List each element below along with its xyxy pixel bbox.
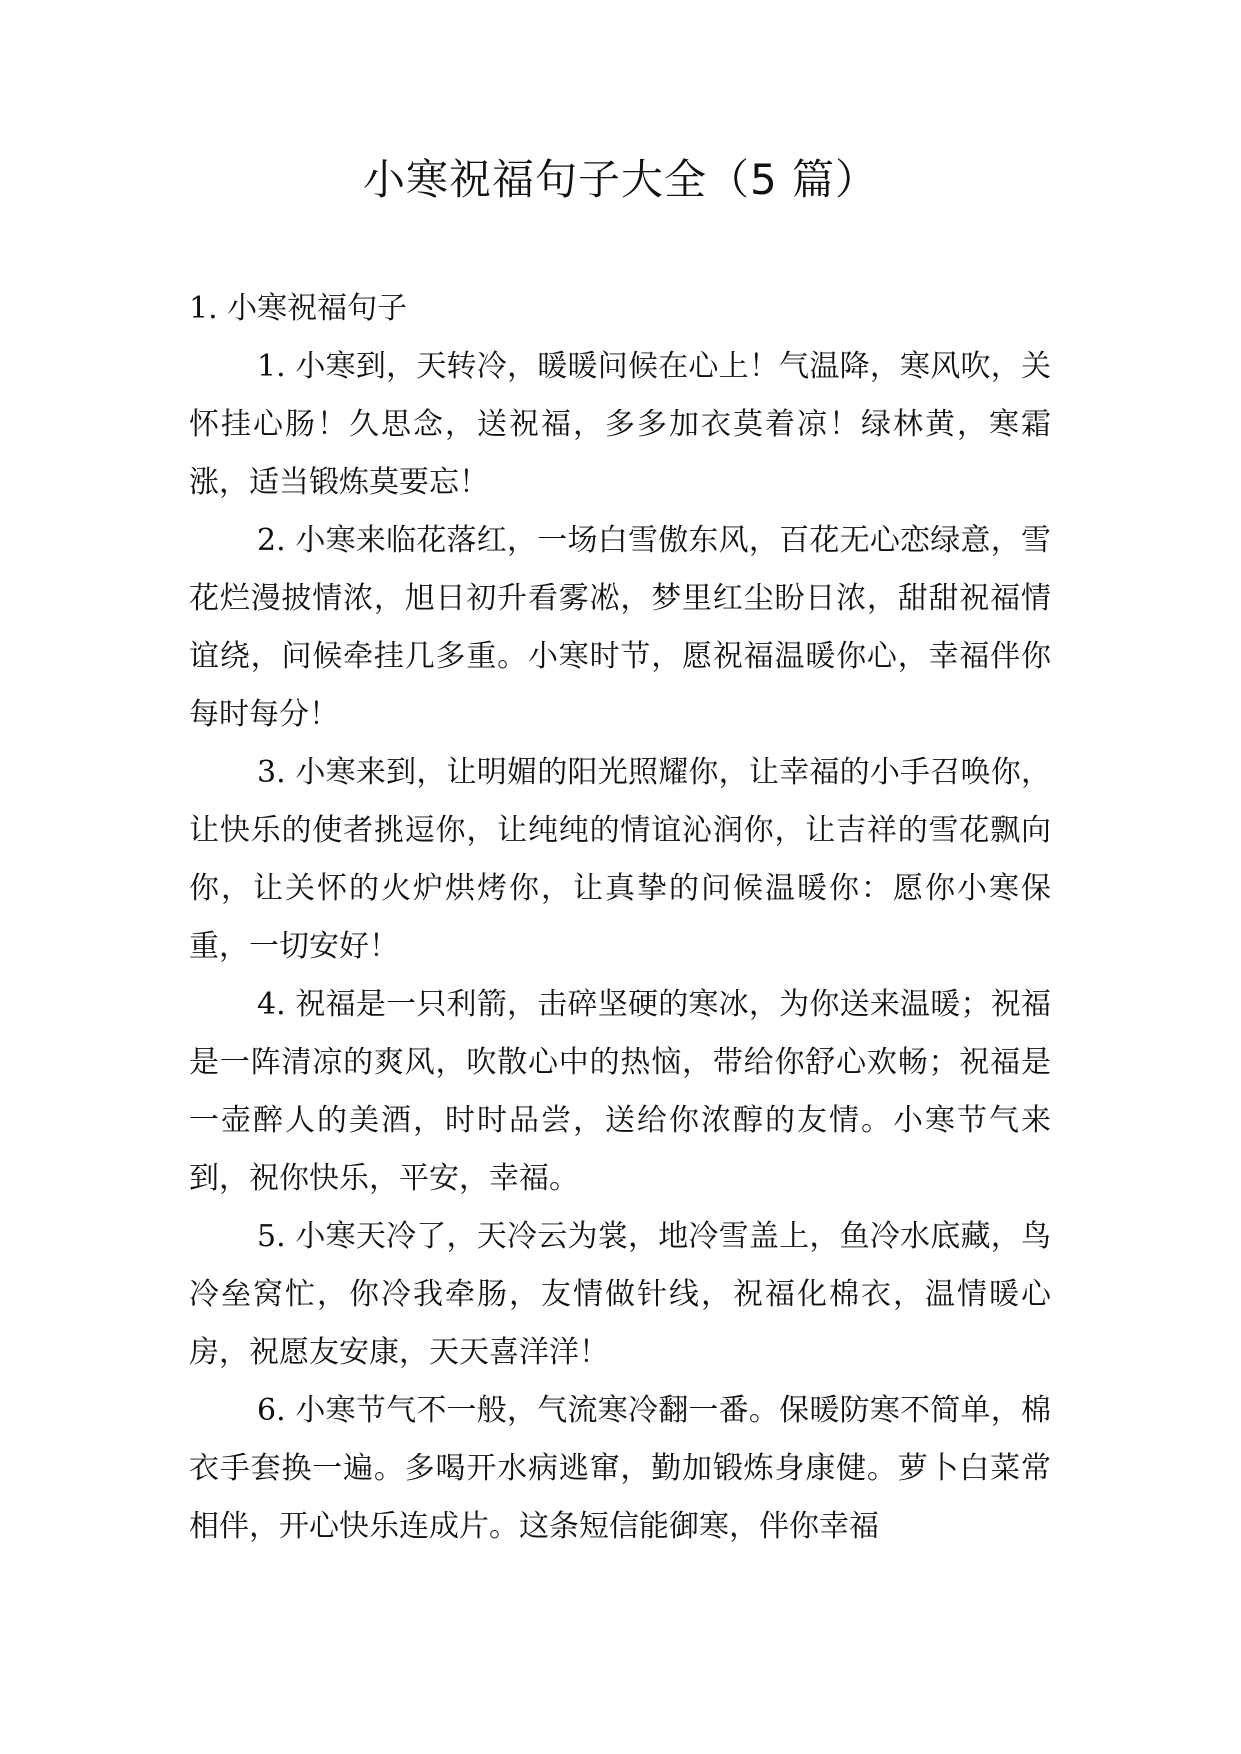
paragraph-1: 1. 小寒到，天转冷，暖暖问候在心上！气温降，寒风吹，关怀挂心肠！久思念，送祝福，多多加衣莫着凉！绿林黄，寒霜涨，适当锻炼莫要忘！ — [189, 349, 1051, 500]
paragraph-3: 3. 小寒来到，让明媚的阳光照耀你，让幸福的小手召唤你，让快乐的使者挑逗你，让纯纯的情谊沁润你，让吉祥的雪花飘向你，让关怀的火炉烘烤你，让真挚的问候温暖你：愿你小寒保重，一切安好！ — [189, 755, 1051, 964]
paragraph-4: 4. 祝福是一只利箭，击碎坚硬的寒冰，为你送来温暖；祝福是一阵清凉的爽风，吹散心中的热恼，带给你舒心欢畅；祝福是一壶醉人的美酒，时时品尝，送给你浓醇的友情。小寒节气来到，祝你快乐，平安，幸福。 — [189, 987, 1051, 1196]
document-title: 小寒祝福句子大全（5 篇） — [362, 155, 879, 204]
paragraph-6: 6. 小寒节气不一般，气流寒冷翻一番。保暖防寒不简单，棉衣手套换一遍。多喝开水病逃窜，勤加锻炼身康健。萝卜白菜常相伴，开心快乐连成片。这条短信能御寒，伴你幸福 — [189, 1393, 1051, 1544]
document-body — [189, 280, 1051, 1556]
paragraph-2: 2. 小寒来临花落红，一场白雪傲东风，百花无心恋绿意，雪花烂漫披情浓，旭日初升看雾凇，梦里红尘盼日浓，甜甜祝福情谊绕，问候牵挂几多重。小寒时节，愿祝福温暖你心，幸福伴你每时每分！ — [189, 523, 1051, 732]
section-heading: 1. 小寒祝福句子 — [189, 291, 408, 326]
paragraph-5: 5. 小寒天冷了，天冷云为裳，地冷雪盖上，鱼冷水底藏，鸟冷垒窝忙，你冷我牵肠，友情做针线，祝福化棉衣，温情暖心房，祝愿友安康，天天喜洋洋！ — [189, 1219, 1051, 1370]
